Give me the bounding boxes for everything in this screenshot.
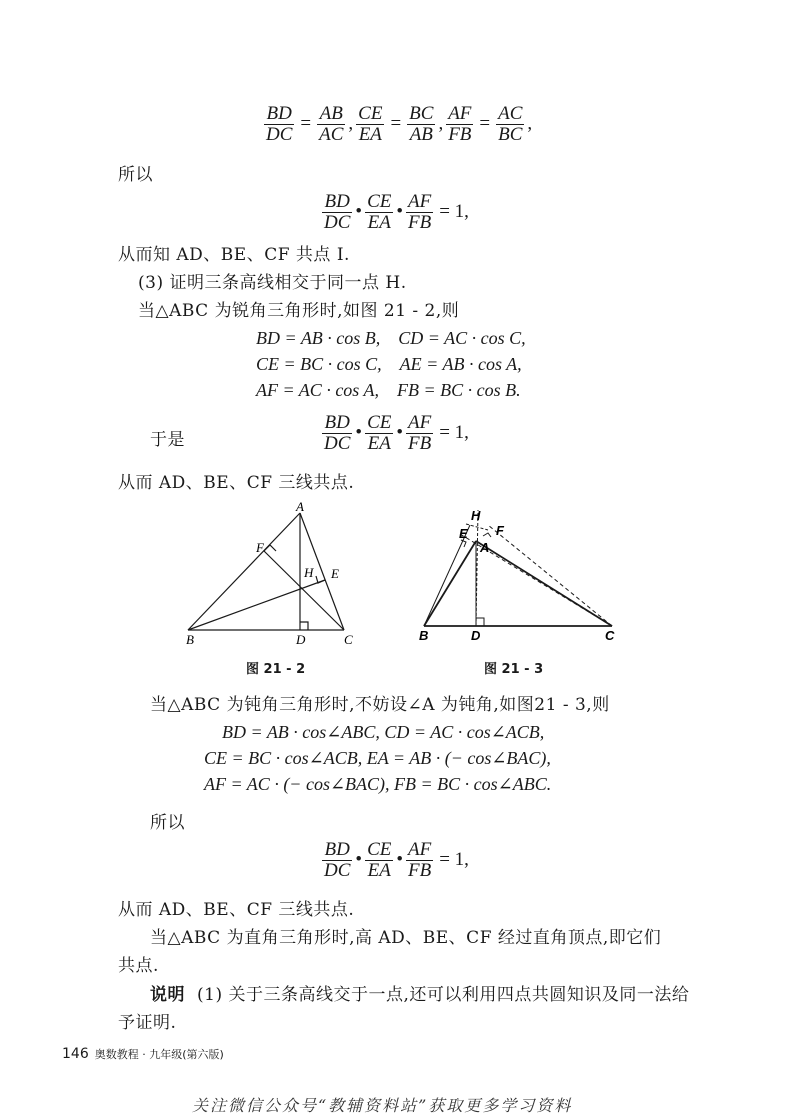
line-three-concurrent-1: 从而 AD、BE、CF 三线共点. [118, 473, 355, 493]
line-obtuse-case: 当△ABC 为钝角三角形时,不妨设∠A 为钝角,如图21 - 3,则 [150, 695, 610, 715]
obtuse-eq-row-2: CE = BC · cos∠ACB, EA = AB · (− cos∠BAC), [204, 748, 551, 768]
side-AB [424, 541, 476, 626]
right-angle-D [476, 618, 484, 626]
acute-eq-row-2: CE = BC · cos C, AE = AB · cos A, [256, 354, 522, 374]
figure-caption-21-3: 图 21 - 3 [484, 662, 544, 677]
acute-eq-row-1: BD = AB · cos B, CD = AC · cos C, [256, 328, 526, 348]
label-E: E [331, 566, 339, 581]
label-H: H [304, 565, 314, 580]
line-right-case-2: 共点. [118, 956, 159, 976]
note-line-2: 予证明. [118, 1013, 177, 1033]
altitude-CF [264, 551, 344, 630]
figure-caption-21-2: 图 21 - 2 [246, 662, 306, 677]
label-F: F [256, 540, 264, 555]
label-D: D [296, 632, 306, 647]
figure-21-2 [180, 495, 380, 650]
altitude-CF-extension [488, 525, 612, 626]
label-H: H [471, 508, 481, 523]
text-yushi: 于是 [150, 430, 185, 450]
label-C: C [344, 632, 353, 647]
equation-product-1: $\frac{BD}{DC}$ • $\frac{CE}{EA}$ • $\frac{AF}{FB}$ = 1, [324, 191, 469, 233]
line-three-concurrent-2: 从而 AD、BE、CF 三线共点. [118, 900, 355, 920]
line-acute-case: 当△ABC 为锐角三角形时,如图 21 - 2,则 [138, 301, 460, 321]
page-number: 146 [62, 1046, 89, 1062]
obtuse-eq-row-1: BD = AB · cos∠ABC, CD = AC · cos∠ACB, [222, 722, 545, 742]
book-title: 奥数教程 · 九年级(第六版) [94, 1048, 224, 1061]
equation-ratios-1: $\frac{BD}{DC}$ = $\frac{AB}{AC}$ , $\frac{CE}{EA}$ = $\frac{BC}{AB}$ , $\frac{AF}{FB}$ = $\frac{AC}{BC}$ , [266, 103, 533, 145]
acute-eq-row-3: AF = AC · cos A, FB = BC · cos B. [256, 380, 521, 400]
label-A: A [296, 499, 304, 514]
text-suoyi-2: 所以 [150, 813, 185, 833]
label-B: B [186, 632, 194, 647]
label-A: A [480, 540, 490, 555]
obtuse-eq-row-3: AF = AC · (− cos∠BAC), FB = BC · cos∠ABC. [204, 774, 552, 794]
label-F: F [496, 523, 504, 538]
label-C: C [605, 628, 615, 643]
note-line-1: 说明 (1) 关于三条高线交于一点,还可以利用四点共圆知识及同一法给 [150, 985, 690, 1005]
equation-product-2: $\frac{BD}{DC}$ • $\frac{CE}{EA}$ • $\frac{AF}{FB}$ = 1, [324, 412, 469, 454]
equation-product-3: $\frac{BD}{DC}$ • $\frac{CE}{EA}$ • $\frac{AF}{FB}$ = 1, [324, 839, 469, 881]
side-AC [476, 541, 612, 626]
side-AB [188, 513, 300, 630]
right-angle-D [300, 622, 308, 630]
watermark-text: 关注微信公众号“教辅资料站”获取更多学习资料 [192, 1096, 573, 1115]
label-B: B [419, 628, 429, 643]
figure-21-3 [410, 500, 625, 650]
right-angle-F [483, 533, 491, 537]
label-E: E [459, 526, 468, 541]
note-label: 说明 [150, 985, 185, 1005]
label-D: D [471, 628, 481, 643]
page-footer [62, 1046, 224, 1062]
line-part-3: (3) 证明三条高线相交于同一点 H. [138, 273, 407, 293]
text-suoyi-1: 所以 [118, 165, 153, 185]
line-right-case-1: 当△ABC 为直角三角形时,高 AD、BE、CF 经过直角顶点,即它们 [150, 928, 662, 948]
line-concurrent-I: 从而知 AD、BE、CF 共点 I. [118, 245, 350, 265]
